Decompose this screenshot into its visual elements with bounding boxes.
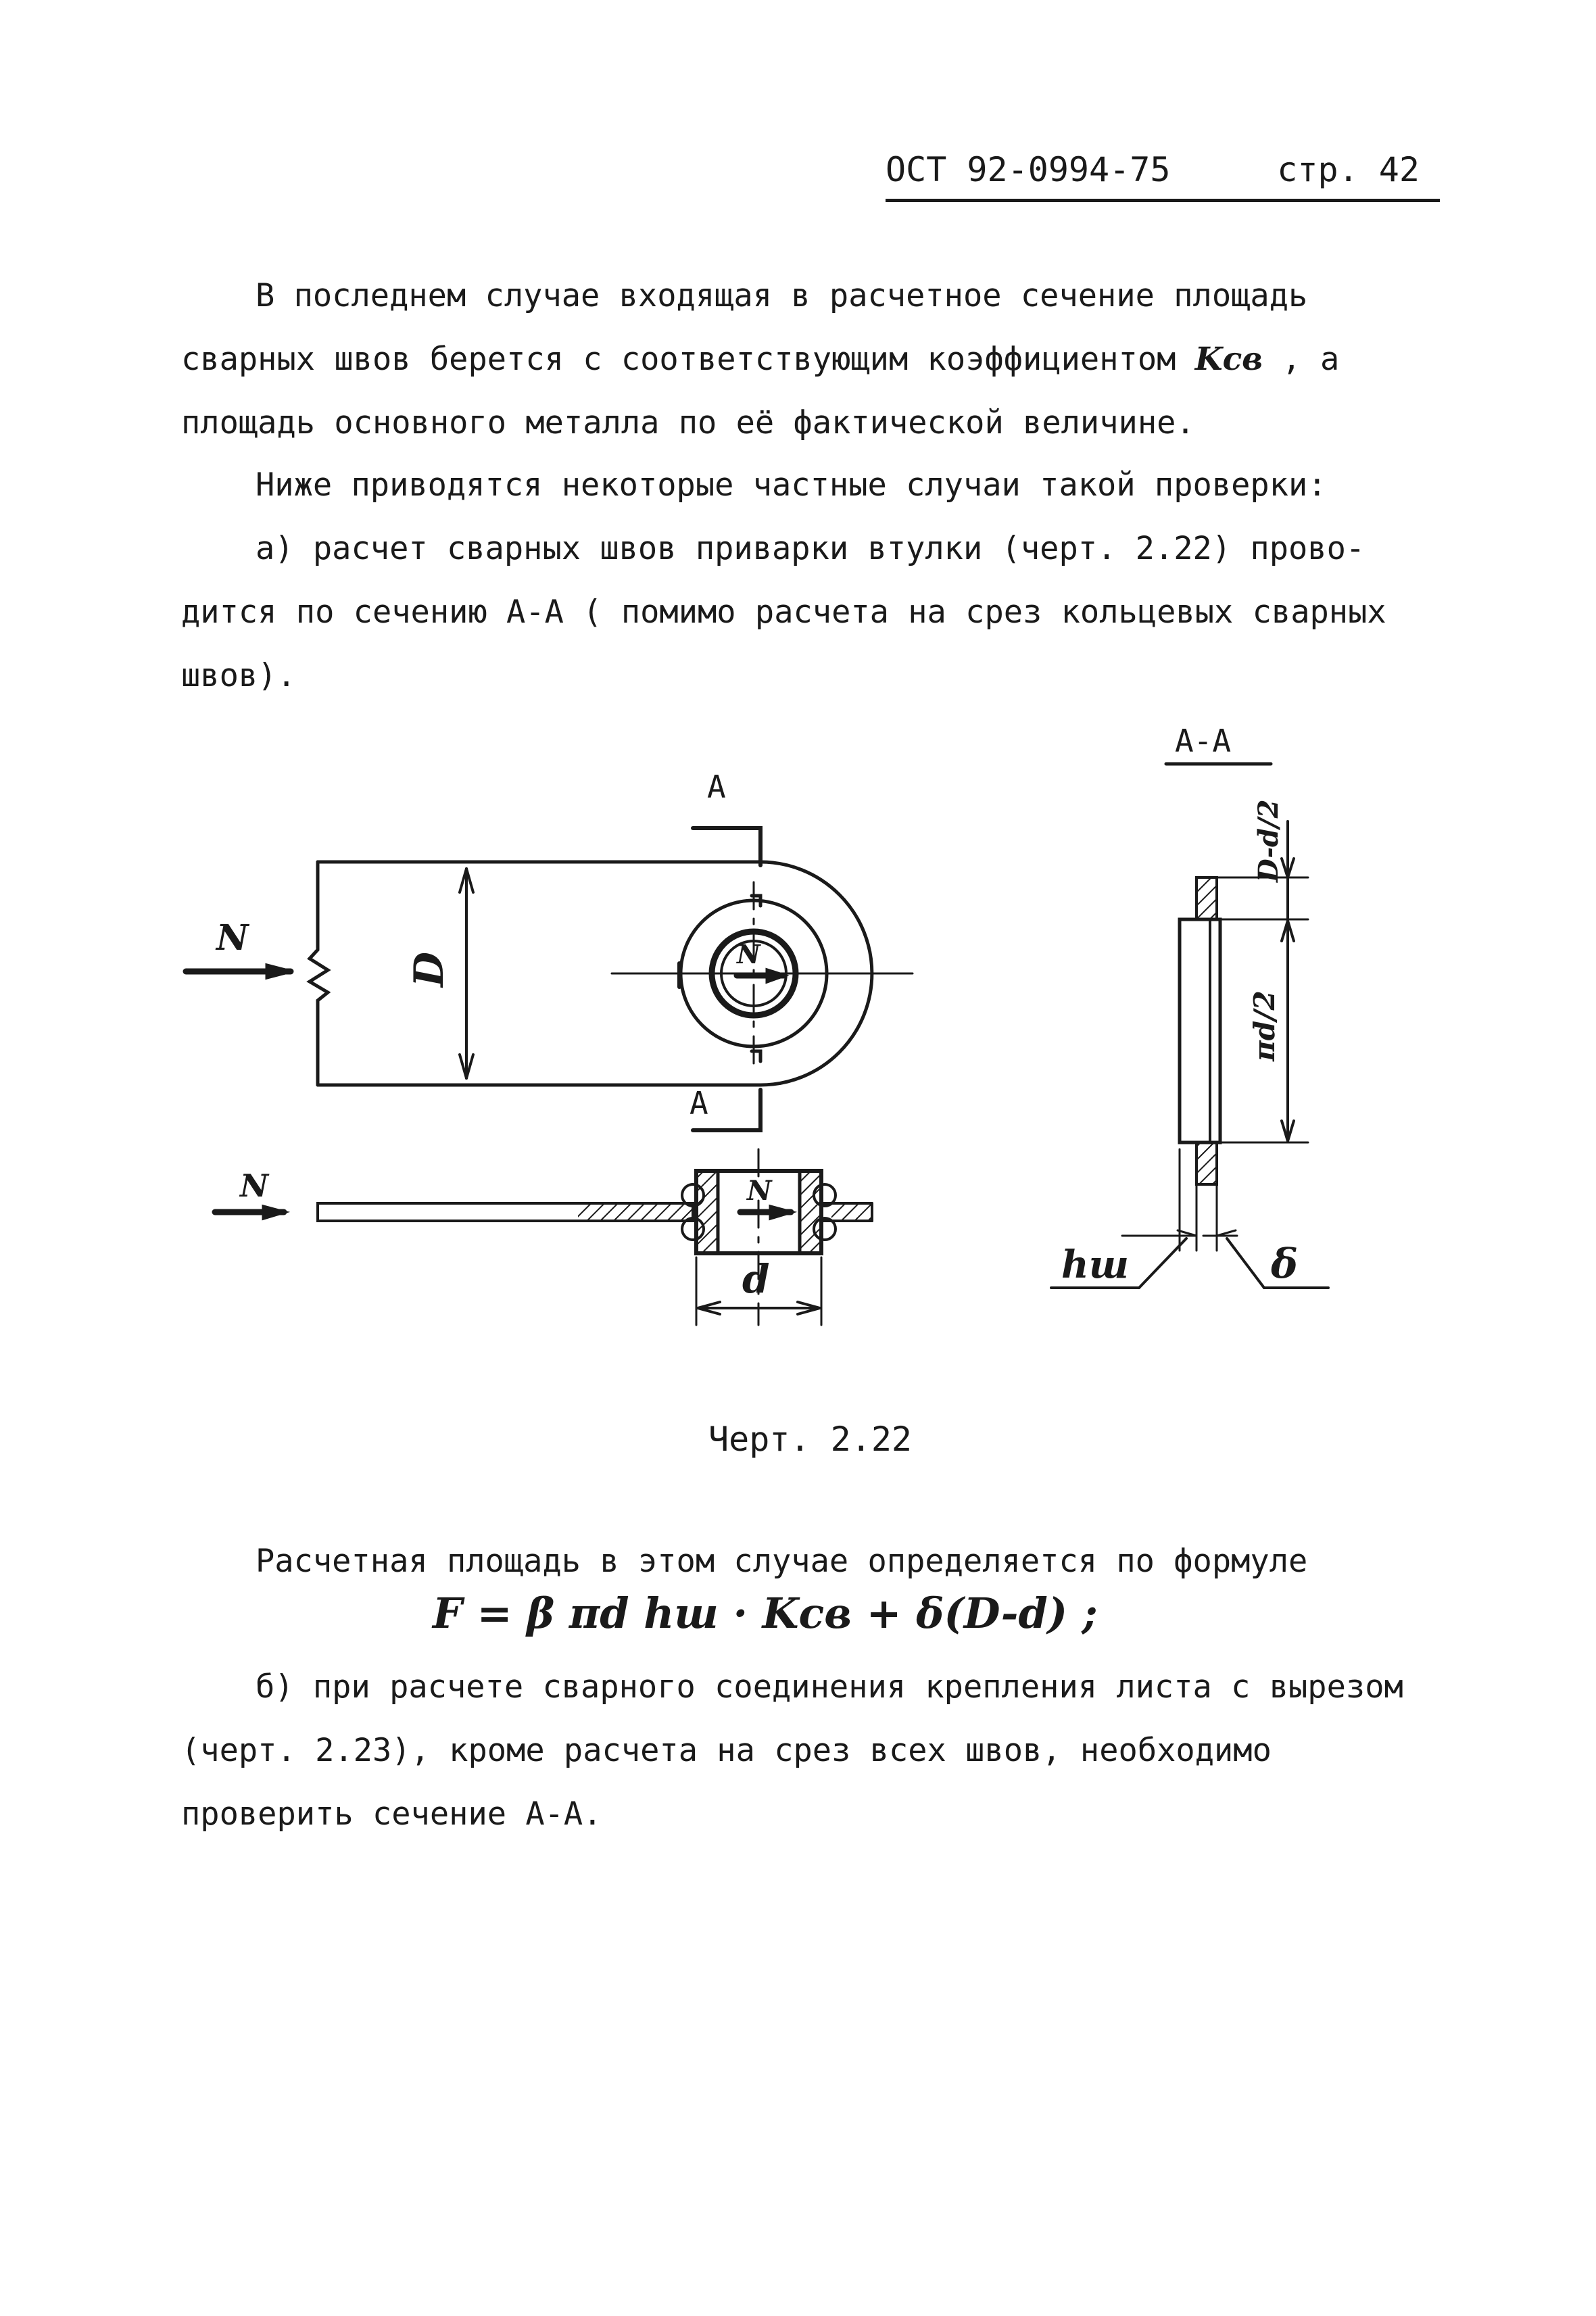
break-line [310, 862, 328, 1085]
paragraph1-line1: В последнем случае входящая в расчетное сечение площадь [256, 277, 1308, 314]
label-N-center: N [737, 939, 760, 969]
formula: F = β πd hш · Kсв + δ(D-d) ; [433, 1589, 1098, 1638]
document-code: ОСТ 92-0994-75 [886, 150, 1171, 189]
item-a-line2: дится по сечению А-А ( помимо расчета на срез кольцевых сварных [181, 594, 1386, 631]
label-D: D [406, 951, 453, 987]
paragraph1-line3: площадь основного металла по её фактической величине. [181, 404, 1195, 441]
item-a-line1: а) расчет сварных швов приварки втулки (черт. 2.22) прово- [256, 530, 1365, 567]
label-N-lower-center: N [747, 1175, 772, 1207]
paragraph1-line2-tail: , а [1263, 341, 1340, 378]
section-bush-wall [1180, 919, 1220, 1142]
page-number: стр. 42 [1277, 150, 1420, 189]
label-Dd2: D-d/2 [1253, 799, 1284, 882]
label-pid2: πd/2 [1248, 990, 1281, 1061]
label-A-top: А [707, 769, 726, 805]
coefficient-symbol: Kсв [1194, 341, 1263, 378]
section-mark-top [693, 828, 760, 865]
label-delta: δ [1271, 1240, 1299, 1288]
figure-caption: Черт. 2.22 [708, 1420, 913, 1459]
label-hsh: hш [1061, 1243, 1129, 1287]
label-A-bottom: А [690, 1085, 708, 1121]
paragraph1-line2-text: сварных швов берется с соответствующим коэффициентом [181, 341, 1195, 378]
label-d: d [742, 1256, 770, 1302]
item-a-line3: швов). [181, 657, 296, 694]
label-N-left: N [216, 917, 249, 959]
label-N-lower-left: N [240, 1167, 269, 1204]
item-b-line3: проверить сечение А-А. [181, 1795, 602, 1833]
section-title: А-А [1175, 723, 1232, 759]
item-b-line1: б) при расчете сварного соединения крепления листа с вырезом [256, 1668, 1403, 1706]
item-b-line2: (черт. 2.23), кроме расчета на срез всех швов, необходимо [181, 1732, 1272, 1769]
paragraph2-line1: Ниже приводятся некоторые частные случаи такой проверки: [256, 466, 1327, 504]
paragraph3-line1: Расчетная площадь в этом случае определяется по формуле [256, 1543, 1308, 1580]
